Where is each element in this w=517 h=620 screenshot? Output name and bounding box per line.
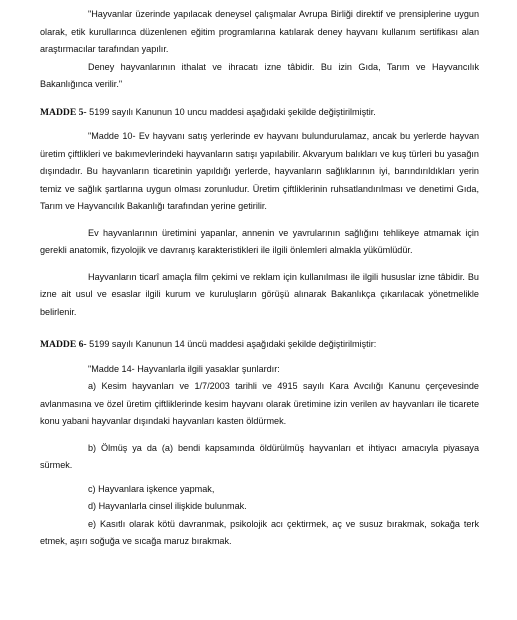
- article-5-text: 5199 sayılı Kanunun 10 uncu maddesi aşağıdaki şekilde değiştirilmiştir.: [86, 106, 376, 117]
- article-6-label: MADDE 6-: [40, 339, 87, 350]
- paragraph-breeders: Ev hayvanlarının üretimini yapanlar, annenin ve yavrularının sağlığını tehlikeye atmamak için gerekli anatomik, fizyolojik ve davranış karakteristikleri ile ilgili önlemleri almakla yükümlüdür.: [40, 227, 479, 255]
- list-item-b: b) Ölmüş ya da (a) bendi kapsamında öldürülmüş hayvanları et ihtiyacı amacıyla piyasaya sürmek.: [40, 442, 479, 470]
- paragraph-import-export: Deney hayvanlarının ithalat ve ihracatı izne tâbidir. Bu izin Gıda, Tarım ve Hayvancılık Bakanlığınca verilir.": [40, 61, 479, 89]
- paragraph-article-10: "Madde 10- Ev hayvanı satış yerlerinde ev hayvanı bulundurulamaz, ancak bu yerlerde hayvan üretim çiftlikleri ve bakımevlerindeki hayvanların satışı yapılabilir. Akvaryum balıkları ve kuş türleri bu yasağın dışındadır. Bu hayvanların ticaretinin yapıldığı yerlerde, hayvanların sağlıklarının iyi, barındırıldıkları yerin temiz ve sağlık şartlarına uygun olması zorunludur. Üretim çiftliklerinin ruhsatlandırılması ve denetimi Gıda, Tarım ve Hayvancılık Bakanlığı tarafından yerine getirilir.: [40, 131, 479, 211]
- paragraph-article-14: "Madde 14- Hayvanlarla ilgili yasaklar şunlardır:: [88, 363, 280, 374]
- article-6-heading: [40, 336, 479, 354]
- article-5-heading: [40, 104, 479, 122]
- paragraph-experiments: "Hayvanlar üzerinde yapılacak deneysel çalışmalar Avrupa Birliği direktif ve prensiplerine uygun olarak, etik kurullarınca düzenlenen eğitim programlarına katılarak deney hayvanı kullanım sertifikası alan araştırmacılar tarafından yapılır.: [40, 9, 479, 54]
- list-item-e: e) Kasıtlı olarak kötü davranmak, psikolojik acı çektirmek, aç ve susuz bırakmak, sokağa terk etmek, aşırı soğuğa ve sıcağa maruz bırakmak.: [40, 518, 479, 546]
- article-6-text: 5199 sayılı Kanunun 14 üncü maddesi aşağıdaki şekilde değiştirilmiştir:: [86, 339, 377, 349]
- paragraph-film-advertising: Hayvanların ticarî amaçla film çekimi ve reklam için kullanılması ile ilgili hususlar izne tâbidir. Bu izne ait usul ve esaslar ilgili kurum ve kuruluşların görüşü alınarak Bakanlıkça çıkarılacak yönetmelikle belirlenir.: [40, 271, 479, 317]
- list-item-a: a) Kesim hayvanları ve 1/7/2003 tarihli ve 4915 sayılı Kara Avcılığı Kanunu çerçevesinde avlanmasına ve özel üretim çiftliklerinde kesim hayvanı olarak üretimine izin verilen av hayvanları ile ticarete konu yabani hayvanlar dışındaki hayvanları kasten öldürmek.: [40, 381, 479, 426]
- article-5-label: MADDE 5-: [40, 106, 87, 118]
- list-item-c: c) Hayvanlara işkence yapmak,: [88, 483, 215, 494]
- list-item-d: d) Hayvanlarla cinsel ilişkide bulunmak.: [88, 501, 247, 511]
